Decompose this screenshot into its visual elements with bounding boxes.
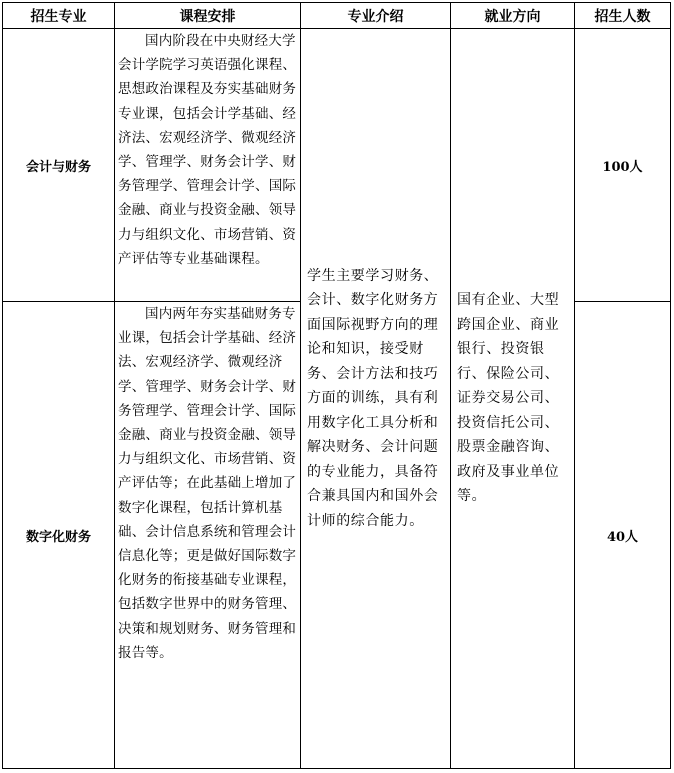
header-career: 就业方向 xyxy=(451,3,575,29)
major-name: 数字化财务 xyxy=(3,302,115,769)
header-major: 招生专业 xyxy=(3,3,115,29)
major-introduction: 学生主要学习财务、会计、数字化财务方面国际视野方向的理论和知识，接受财务、会计方法和技巧方面的训练，具有利用数字化工具分析和解决财务、会计问题的专业能力，具备符合兼具国内和国外会计师的综合能力。 xyxy=(301,29,451,769)
table-header-row xyxy=(3,3,671,29)
header-count: 招生人数 xyxy=(575,3,671,29)
enrollment-table xyxy=(2,2,671,769)
table-row xyxy=(3,29,671,302)
major-name: 会计与财务 xyxy=(3,29,115,302)
course-text: 国内阶段在中央财经大学会计学院学习英语强化课程、思想政治课程及夯实基础财务专业课，包括会计学基础、经济法、宏观经济学、微观经济学、管理学、财务会计学、财务管理学、管理会计学、国际金融、商业与投资金融、领导力与组织文化、市场营销、资产评估等专业基础课程。 xyxy=(118,33,297,267)
enrollment-count: 40人 xyxy=(575,302,671,769)
enrollment-count: 100人 xyxy=(575,29,671,302)
enrollment-table-wrapper xyxy=(2,2,671,769)
header-intro: 专业介绍 xyxy=(301,3,451,29)
course-arrangement xyxy=(115,302,301,769)
course-arrangement xyxy=(115,29,301,302)
career-direction: 国有企业、大型跨国企业、商业银行、投资银行、保险公司、证券交易公司、投资信托公司、股票金融咨询、政府及事业单位等。 xyxy=(451,29,575,769)
course-text: 国内两年夯实基础财务专业课，包括会计学基础、经济法、宏观经济学、微观经济学、管理学、财务会计学、财务管理学、管理会计学、国际金融、商业与投资金融、领导力与组织文化、市场营销、资产评估等；在此基础上增加了数字化课程，包括计算机基础、会计信息系统和管理会计信息化等；更是做好国际数字化财务的衔接基础专业课程，包括数字世界中的财务管理、决策和规划财务、财务管理和报告等。 xyxy=(118,306,297,661)
header-course: 课程安排 xyxy=(115,3,301,29)
